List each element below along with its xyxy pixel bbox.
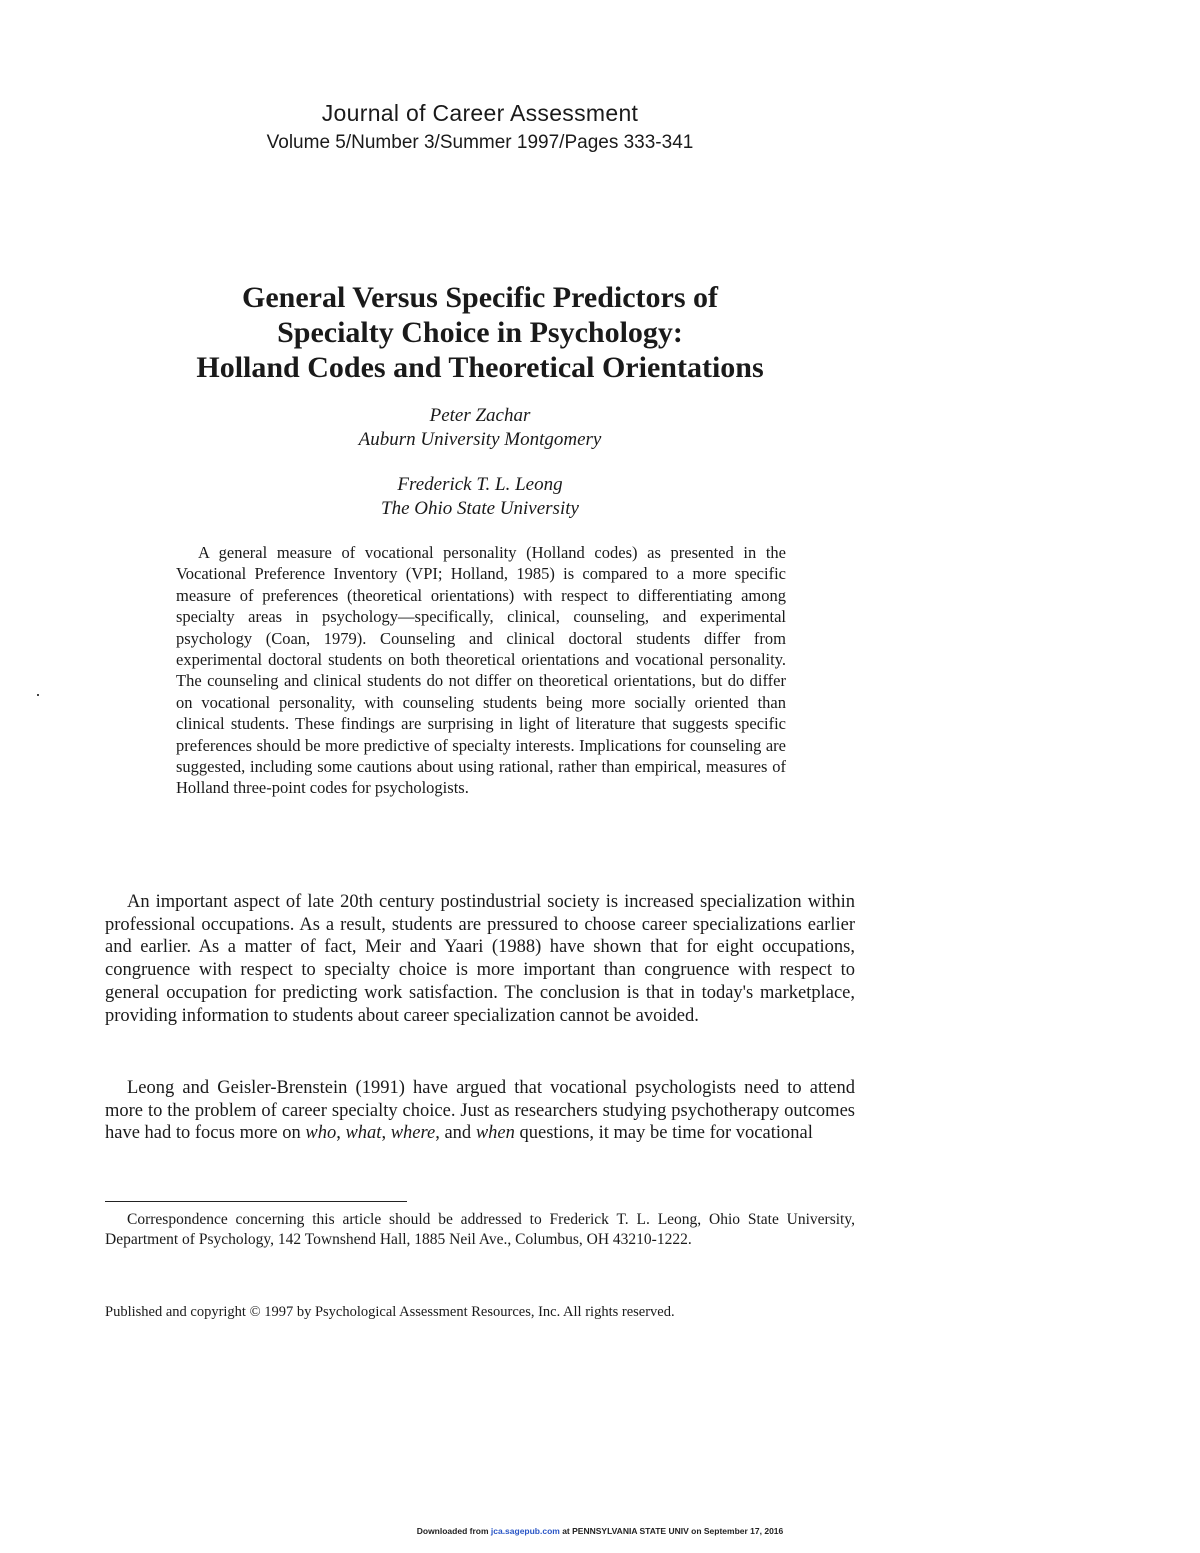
abstract: A general measure of vocational personality (Holland codes) as presented in the Vocational Preference Inventory (VPI; Holland, 1985) is compared to a more specific measure of preferences (theoretical orientations) with respect to differentiating among specialty areas in psychology—specifically, clinical, counseling, and experimental psychology (Coan, 1979). Counseling and clinical doctoral students differ from experimental doctoral students on both theoretical orientations and vocational personality. The counseling and clinical students do not differ on theoretical orientations, but do differ on vocational personality, with counseling students being more socially oriented than clinical students. These findings are surprising in light of literature that suggests specific preferences should be more predictive of specialty interests. Implications for counseling are suggested, including some cautions about using rational, rather than empirical, measures of Holland three-point codes for psychologists. — [176, 543, 786, 798]
title-line-3: Holland Codes and Theoretical Orientations — [196, 351, 764, 384]
download-prefix: Downloaded from — [416, 1526, 491, 1536]
author-block-1 — [0, 404, 960, 452]
author-affiliation: Auburn University Montgomery — [358, 429, 602, 450]
download-suffix: at PENNSYLVANIA STATE UNIV on September 17, 2016 — [559, 1526, 784, 1536]
title-line-2: Specialty Choice in Psychology: — [277, 316, 683, 349]
correspondence-footnote: Correspondence concerning this article should be addressed to Frederick T. L. Leong, Ohio State University, Department of Psychology, 142 Townshend Hall, 1885 Neil Ave., Columbus, OH 43210-1222. — [105, 1211, 855, 1248]
emphasis-when: when — [475, 1123, 515, 1144]
emphasis-what: what — [345, 1123, 382, 1144]
body-paragraph-2 — [105, 1077, 855, 1145]
paragraph-text: , — [336, 1123, 346, 1144]
download-watermark — [0, 1526, 1200, 1536]
emphasis-where: where — [390, 1123, 436, 1144]
paragraph-text: questions, it may be time for vocational — [514, 1123, 813, 1144]
journal-volume-line: Volume 5/Number 3/Summer 1997/Pages 333-341 — [266, 132, 694, 153]
margin-mark — [37, 694, 39, 696]
author-block-2 — [0, 473, 960, 521]
footnote-divider — [105, 1201, 407, 1202]
article-title — [0, 280, 960, 385]
paragraph-text: , and — [435, 1123, 476, 1144]
author-affiliation: The Ohio State University — [381, 498, 579, 519]
body-paragraph-1: An important aspect of late 20th century postindustrial society is increased specialization within professional occupations. As a result, students are pressured to choose career specializations earlier and earlier. As a matter of fact, Meir and Yaari (1988) have shown that for eight occupations, congruence with respect to specialty choice is more important than congruence with respect to general occupation for predicting work satisfaction. The conclusion is that in today's marketplace, providing information to students about career specialization cannot be avoided. — [105, 892, 855, 1026]
title-line-1: General Versus Specific Predictors of — [241, 281, 719, 314]
download-source-link[interactable]: jca.sagepub.com — [490, 1526, 560, 1536]
paragraph-text: , — [381, 1123, 391, 1144]
author-name: Frederick T. L. Leong — [397, 474, 563, 495]
journal-name: Journal of Career Assessment — [321, 100, 639, 126]
copyright-notice: Published and copyright © 1997 by Psychological Assessment Resources, Inc. All rights reserved. — [105, 1304, 675, 1320]
emphasis-who: who — [305, 1123, 337, 1144]
author-name: Peter Zachar — [429, 405, 531, 426]
paragraph-text: Leong and Geisler-Brenstein (1991) have argued that vocational psychologists need to attend more to the problem of career specialty choice. Just as researchers studying psychotherapy outcomes have had to focus more on — [105, 1078, 855, 1144]
